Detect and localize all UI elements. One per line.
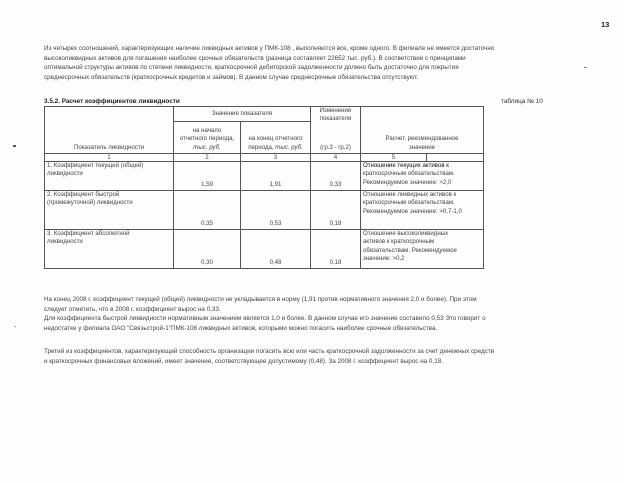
header-end-line1: на конец отчетного bbox=[248, 135, 303, 143]
header-end-line2-text: периода, bbox=[248, 143, 274, 151]
row-end-value: 0,48 bbox=[241, 230, 311, 269]
row-end-value: 0,53 bbox=[241, 191, 311, 230]
header-start-line1: на начало bbox=[192, 126, 222, 134]
section-title: 3.5.2. Расчет коэффициентов ликвидности bbox=[44, 98, 180, 105]
intro-line: оптимальной структуры активов по степени ликвидности, краткосрочной дебиторской задолженности должно быть достаточно для покрытия bbox=[44, 64, 459, 72]
paragraph-line: следует отметить, что в 2008 г. коэффициент вырос на 0,33. bbox=[44, 305, 221, 313]
rec-line: краткосрочным обязательствам. bbox=[363, 199, 455, 207]
table-label: таблица № 10 bbox=[501, 98, 543, 105]
header-change-line2: показателя bbox=[319, 115, 352, 123]
row-start-value: 1,59 bbox=[174, 162, 241, 191]
row-recommendation bbox=[361, 230, 484, 269]
header-indicator bbox=[45, 107, 174, 154]
row-indicator-name bbox=[45, 191, 174, 230]
column-number: 3 bbox=[241, 154, 311, 162]
row-end-value: 1,91 bbox=[241, 162, 311, 191]
row-change-value: 0,18 bbox=[311, 191, 361, 230]
row-recommendation bbox=[361, 162, 484, 191]
rec-line: Отношение ликвидных активов к bbox=[363, 191, 457, 198]
liquidity-table bbox=[44, 106, 484, 269]
header-start-unit: тыс. руб. bbox=[193, 143, 221, 151]
intro-line: среднесрочных обязательств (краткосрочных кредитов и займов). В данном случае среднесрочные обязательства отсутствуют. bbox=[44, 73, 419, 81]
row-name-line: 1. Коэффициент текущей (общей) bbox=[47, 162, 144, 169]
column-number-empty bbox=[427, 154, 484, 162]
header-value-group: Значение показателя bbox=[174, 107, 311, 122]
rec-line: краткосрочным обязательствам. bbox=[363, 170, 455, 178]
row-name-line: 3. Коэффициент абсолютной bbox=[47, 230, 130, 237]
column-number: 4 bbox=[311, 154, 361, 162]
header-start bbox=[174, 122, 241, 154]
row-start-value: 0,30 bbox=[174, 230, 241, 269]
table-row bbox=[45, 230, 484, 269]
row-start-value: 0,35 bbox=[174, 191, 241, 230]
row-change-value: 0,33 bbox=[311, 162, 361, 191]
paragraph-line: недостатке у филиала ОАО "Связьстрой-1"ПМК-108 ликвидных активов, которыми можно погасить наиболее срочные обязательства. bbox=[44, 324, 438, 332]
row-change-value: 0,18 bbox=[311, 230, 361, 269]
row-name-line: ликвидности bbox=[47, 238, 83, 246]
scan-speck bbox=[13, 145, 16, 147]
header-start-line2: отчетного периода, bbox=[179, 135, 235, 143]
page-number: 13 bbox=[601, 20, 610, 29]
column-number: 2 bbox=[174, 154, 241, 162]
row-name-line: (промежуточной) ликвидности bbox=[47, 199, 133, 207]
paragraph-absolute-liquidity bbox=[44, 347, 494, 366]
table-row bbox=[45, 191, 484, 230]
paragraph-line: и краткосрочных финансовых вложений, имеет значение, соответствующее допустимому (0,48). За 2008 г. коэффициент вырос на 0,18. bbox=[44, 357, 443, 365]
header-change-formula: (гр.3 - гр.2) bbox=[320, 143, 351, 151]
row-name-line: 2. Коэффициент быстрой bbox=[47, 191, 120, 198]
row-name-line: ликвидности bbox=[47, 170, 83, 178]
table-row bbox=[45, 162, 484, 191]
rec-line: Рекомендуемое значение: >0,7-1,0 bbox=[363, 207, 462, 215]
header-calc bbox=[361, 107, 484, 154]
header-indicator-text: Показатель ликвидности bbox=[73, 143, 145, 151]
header-change bbox=[311, 107, 361, 154]
header-calc-line2: значение bbox=[408, 143, 436, 151]
intro-paragraph bbox=[44, 44, 494, 82]
header-end-line2 bbox=[243, 144, 308, 152]
header-end bbox=[241, 122, 311, 154]
rec-line: обязательствам. Рекомендуемое bbox=[363, 246, 457, 254]
scan-speck bbox=[584, 67, 587, 68]
header-end-unit: тыс. руб. bbox=[275, 143, 303, 151]
column-number: 1 bbox=[45, 154, 174, 162]
intro-line: Из четырех соотношений, характеризующих наличие ликвидных активов у ПМК-108 , выполняются все, кроме одного. В филиале не имеется достаточно bbox=[44, 45, 495, 52]
row-indicator-name bbox=[45, 162, 174, 191]
paragraph-line: Третий из коэффициентов, характеризующий способность организации погасить всю или часть краткосрочной задолженности за счет денежных средств bbox=[44, 348, 495, 355]
paragraph-quick-liquidity bbox=[44, 314, 486, 333]
paragraph-line: На конец 2008 г. коэффициент текущей (общей) ликвидности не укладывается в норму (1,91 против нормативного значения 2,0 и более). При этом bbox=[44, 296, 477, 303]
intro-line: высоколиквидных активов для погашения наиболее срочных обязательств (разница составляет 22652 тыс. руб.). В соответствии с принципами bbox=[44, 54, 466, 62]
row-recommendation bbox=[361, 191, 484, 230]
header-change-line1: Изменение bbox=[319, 107, 352, 114]
rec-line: активов к краткосрочным bbox=[363, 238, 435, 246]
rec-line: Рекомендуемое значение: >2,0 bbox=[363, 178, 452, 186]
header-calc-line1: Расчет, рекомендованное bbox=[385, 135, 459, 143]
scan-speck bbox=[14, 326, 16, 327]
rec-line: Отношение высоколиквидных bbox=[363, 230, 449, 237]
paragraph-line: Для коэффициента быстрой ликвидности нормативным значением является 1,0 и более. В данном случае его значение составило 0,53 Это говорит о bbox=[44, 315, 486, 322]
column-number: 5 bbox=[361, 154, 427, 162]
paragraph-current-liquidity bbox=[44, 295, 477, 314]
row-indicator-name bbox=[45, 230, 174, 269]
rec-line: значение: >0,2 bbox=[363, 255, 405, 263]
rec-line: Отношение текущих активов к bbox=[363, 162, 449, 169]
